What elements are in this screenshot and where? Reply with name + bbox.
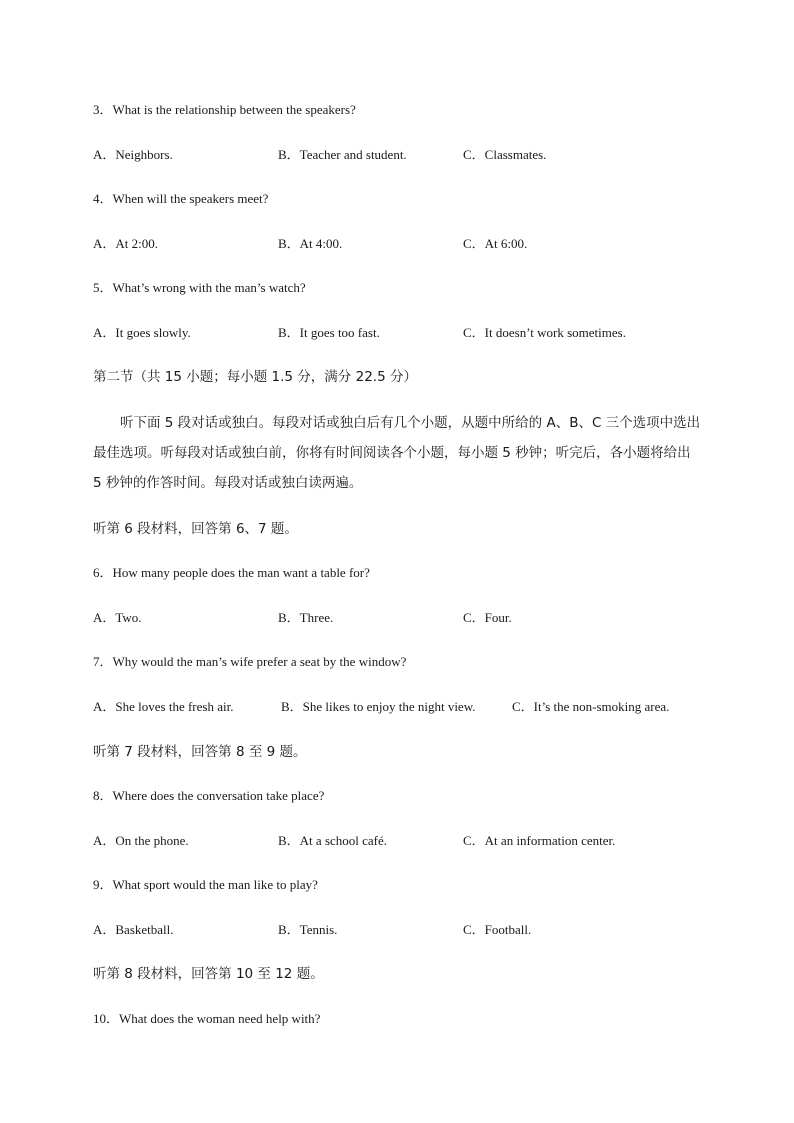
q8-option-c: C．At an information center. [463,833,616,848]
q7-option-b: B．She likes to enjoy the night view. [281,699,476,714]
part-6-label: 听第 6 段材料，回答第 6、7 题。 [93,521,298,537]
question-4: 4．When will the speakers meet? [93,191,269,206]
question-9: 9．What sport would the man like to play? [93,877,318,892]
question-10: 10．What does the woman need help with? [93,1011,321,1026]
question-6: 6．How many people does the man want a table for? [93,565,370,580]
q7-option-c: C．It’s the non-smoking area. [512,699,670,714]
q6-option-c: C．Four. [463,610,512,625]
q4-option-a: A．At 2:00. [93,236,159,251]
q5-option-b: B．It goes too fast. [278,325,380,340]
question-5: 5．What’s wrong with the man’s watch? [93,280,306,295]
q9-option-b: B．Tennis. [278,922,338,937]
q3-option-a: A．Neighbors. [93,147,173,162]
section-2-heading: 第二节（共 15 小题；每小题 1.5 分，满分 22.5 分） [93,369,417,385]
section-2-instructions: 听下面 5 段对话或独白。每段对话或独白后有几个小题，从题中所给的 A、B、C 三个选项中选出最佳选项。听每段对话或独白前，你将有时间阅读各个小题，每小题 5 秒钟；听完后，各小题将给出 5 秒钟的作答时间。每段对话或独白读两遍。 [93,415,701,491]
part-8-label: 听第 8 段材料，回答第 10 至 12 题。 [93,966,324,982]
question-8: 8．Where does the conversation take place? [93,788,325,803]
q9-option-c: C．Football. [463,922,532,937]
question-7: 7．Why would the man’s wife prefer a seat by the window? [93,654,407,669]
question-3: 3．What is the relationship between the speakers? [93,102,356,117]
q3-option-c: C．Classmates. [463,147,547,162]
q6-option-b: B．Three. [278,610,334,625]
q7-option-a: A．She loves the fresh air. [93,699,234,714]
part-7-label: 听第 7 段材料，回答第 8 至 9 题。 [93,744,307,760]
q4-option-b: B．At 4:00. [278,236,343,251]
q8-option-b: B．At a school café. [278,833,388,848]
q5-option-a: A．It goes slowly. [93,325,191,340]
q5-option-c: C．It doesn’t work sometimes. [463,325,626,340]
q4-option-c: C．At 6:00. [463,236,528,251]
q3-option-b: B．Teacher and student. [278,147,407,162]
q8-option-a: A．On the phone. [93,833,189,848]
q9-option-a: A．Basketball. [93,922,174,937]
q6-option-a: A．Two. [93,610,142,625]
